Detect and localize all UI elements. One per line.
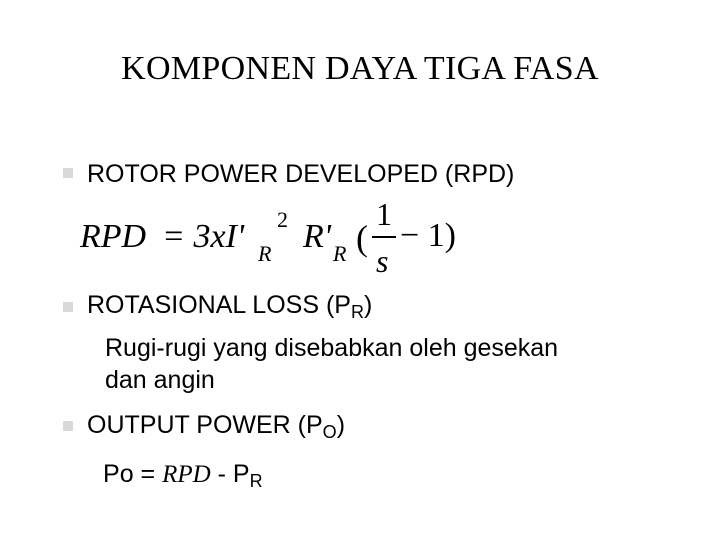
eq-open-paren: ( — [356, 218, 368, 258]
eq-frac-bar — [372, 236, 396, 238]
item-rotasional-desc-1: Rugi-rugi yang disebabkan oleh gesekan — [105, 334, 559, 362]
po-rpd: RPD — [162, 461, 211, 488]
po-equation — [103, 460, 263, 492]
bullet-icon — [63, 421, 73, 431]
item-output-label — [87, 411, 345, 443]
eq-minus-one: − 1) — [400, 217, 456, 254]
item-output-main: OUTPUT POWER (P — [87, 411, 323, 439]
eq-frac-num: 1 — [376, 196, 392, 232]
po-eq: = — [133, 460, 163, 488]
po-pr-sub: R — [249, 471, 263, 492]
slide-title: KOMPONEN DAYA TIGA FASA — [121, 50, 599, 87]
bullet-icon — [63, 168, 73, 178]
item-rotasional-desc-2: dan angin — [105, 366, 215, 394]
item-rotasional-main: ROTASIONAL LOSS (P — [87, 291, 351, 319]
item-rotasional-label — [87, 291, 372, 323]
eq-sub-r1: R — [258, 241, 272, 266]
eq-eq-term: = 3xI' — [162, 218, 245, 255]
eq-rterm: R' — [303, 218, 332, 255]
item-rpd-label: ROTOR POWER DEVELOPED (RPD) — [87, 160, 515, 188]
item-rotasional-sub: R — [350, 302, 364, 323]
eq-sup-2: 2 — [277, 207, 288, 232]
bullet-icon — [63, 302, 73, 312]
eq-frac-den: s — [376, 243, 389, 279]
item-output-sub: O — [322, 422, 337, 443]
po-sub: o — [119, 460, 134, 488]
eq-lhs: RPD — [80, 218, 147, 255]
eq-sub-r2: R — [333, 241, 347, 266]
po-p: P — [103, 460, 120, 488]
item-output-end: ) — [336, 411, 346, 439]
po-minus: - P — [210, 460, 250, 488]
item-rotasional-end: ) — [363, 291, 373, 319]
